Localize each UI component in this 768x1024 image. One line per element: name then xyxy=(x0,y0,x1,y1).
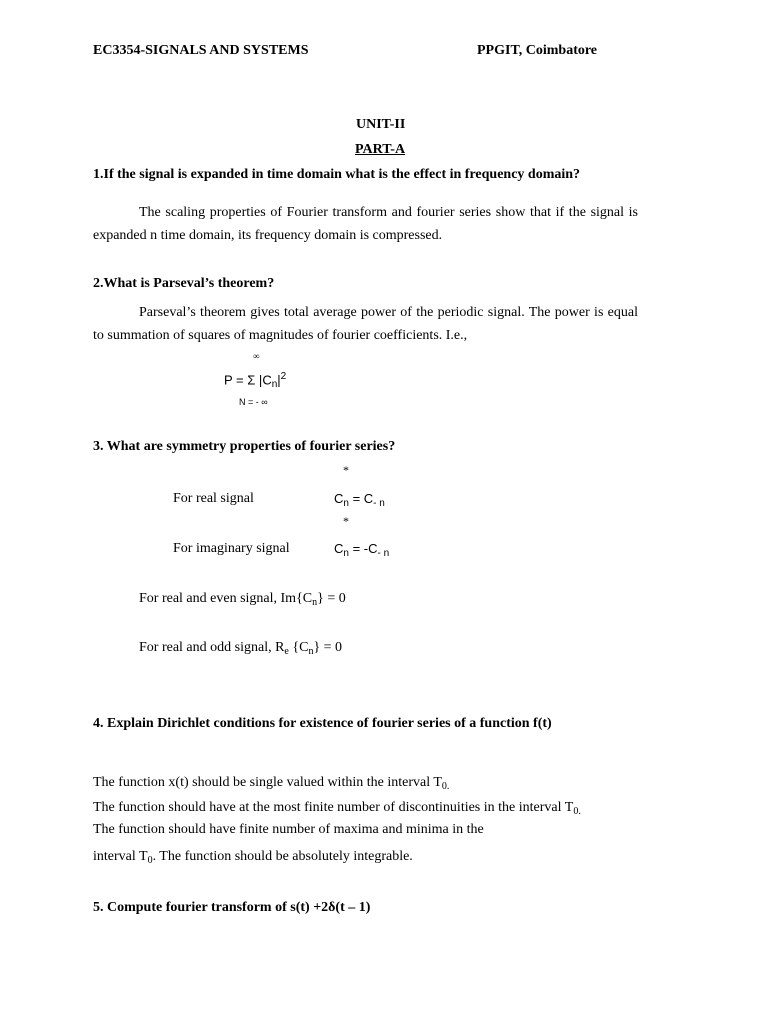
dirichlet-line-4-sub: 0 xyxy=(147,855,153,866)
formula-term-sub: n xyxy=(271,379,278,391)
odd-sub: n xyxy=(308,646,314,657)
real-eq-rhs: = C xyxy=(348,491,374,506)
question-2: 2.What is Parseval’s theorem? xyxy=(93,276,275,291)
header-college: PPGIT, Coimbatore xyxy=(477,43,598,58)
even-pre: For real and even signal, Im{C xyxy=(139,591,313,606)
answer-2: Parseval’s theorem gives total average power of the periodic signal. The power is equal to summation of squares of magnitudes of fourier coefficients. I.e., xyxy=(93,305,638,343)
imaginary-signal-label: For imaginary signal xyxy=(173,541,290,556)
real-even-signal xyxy=(139,591,346,607)
conjugate-star-1: * xyxy=(343,463,349,477)
dirichlet-line-4 xyxy=(93,849,413,865)
imag-eq-sub: n xyxy=(343,548,349,559)
dirichlet-line-2-sub: 0. xyxy=(573,806,581,817)
formula-abs-close: | xyxy=(277,372,281,388)
unit-title: UNIT-II xyxy=(356,117,406,132)
dirichlet-line-1-sub: 0. xyxy=(441,781,450,792)
imag-eq-rhs-sub: - n xyxy=(377,548,390,559)
dirichlet-line-2-text: The function should have at the most finite number of discontinuities in the interval T xyxy=(93,800,574,815)
header-course: EC3354-SIGNALS AND SYSTEMS xyxy=(93,43,309,58)
question-5: 5. Compute fourier transform of s(t) +2δ(t – 1) xyxy=(93,900,371,915)
even-post: } = 0 xyxy=(317,591,346,606)
dirichlet-line-1-text: The function x(t) should be single valued within the interval T xyxy=(93,775,442,790)
odd-pre: For real and odd signal, R xyxy=(139,640,285,655)
even-sub: n xyxy=(312,597,318,608)
dirichlet-line-2 xyxy=(93,800,581,816)
dirichlet-line-4-post: . The function should be absolutely integrable. xyxy=(152,849,413,864)
imag-eq-c: C xyxy=(334,541,344,556)
formula-upper-limit: ∞ xyxy=(253,351,260,361)
answer-1: The scaling properties of Fourier transform and fourier series show that if the signal is expanded n time domain, its frequency domain is compressed. xyxy=(93,205,638,243)
real-signal-equation xyxy=(334,491,385,509)
formula-term: C xyxy=(262,372,272,388)
parseval-formula xyxy=(224,371,287,391)
odd-mid: {C xyxy=(288,640,309,655)
conjugate-star-2: * xyxy=(343,514,349,528)
formula-abs-open: | xyxy=(258,372,263,388)
part-title: PART-A xyxy=(355,142,406,157)
odd-post: } = 0 xyxy=(313,640,343,655)
imaginary-signal-equation xyxy=(334,541,390,559)
imag-eq-rhs: = -C xyxy=(348,541,378,556)
dirichlet-line-4-pre: interval T xyxy=(93,849,148,864)
real-eq-rhs-sub: - n xyxy=(373,498,385,509)
odd-sub-e: e xyxy=(284,646,289,657)
formula-power: 2 xyxy=(280,371,287,382)
question-3: 3. What are symmetry properties of fourier series? xyxy=(93,439,396,454)
dirichlet-line-3: The function should have finite number of maxima and minima in the xyxy=(93,822,484,837)
real-odd-signal xyxy=(139,640,342,656)
question-1: 1.If the signal is expanded in time domain what is the effect in frequency domain? xyxy=(93,167,581,182)
real-eq-c: C xyxy=(334,491,344,506)
question-4: 4. Explain Dirichlet conditions for existence of fourier series of a function f(t) xyxy=(93,716,552,731)
formula-lower-limit: N = - ∞ xyxy=(239,397,268,407)
dirichlet-line-1 xyxy=(93,775,449,791)
real-signal-label: For real signal xyxy=(173,491,254,506)
formula-lhs: P = Σ xyxy=(224,372,256,388)
real-eq-sub: n xyxy=(343,498,349,509)
